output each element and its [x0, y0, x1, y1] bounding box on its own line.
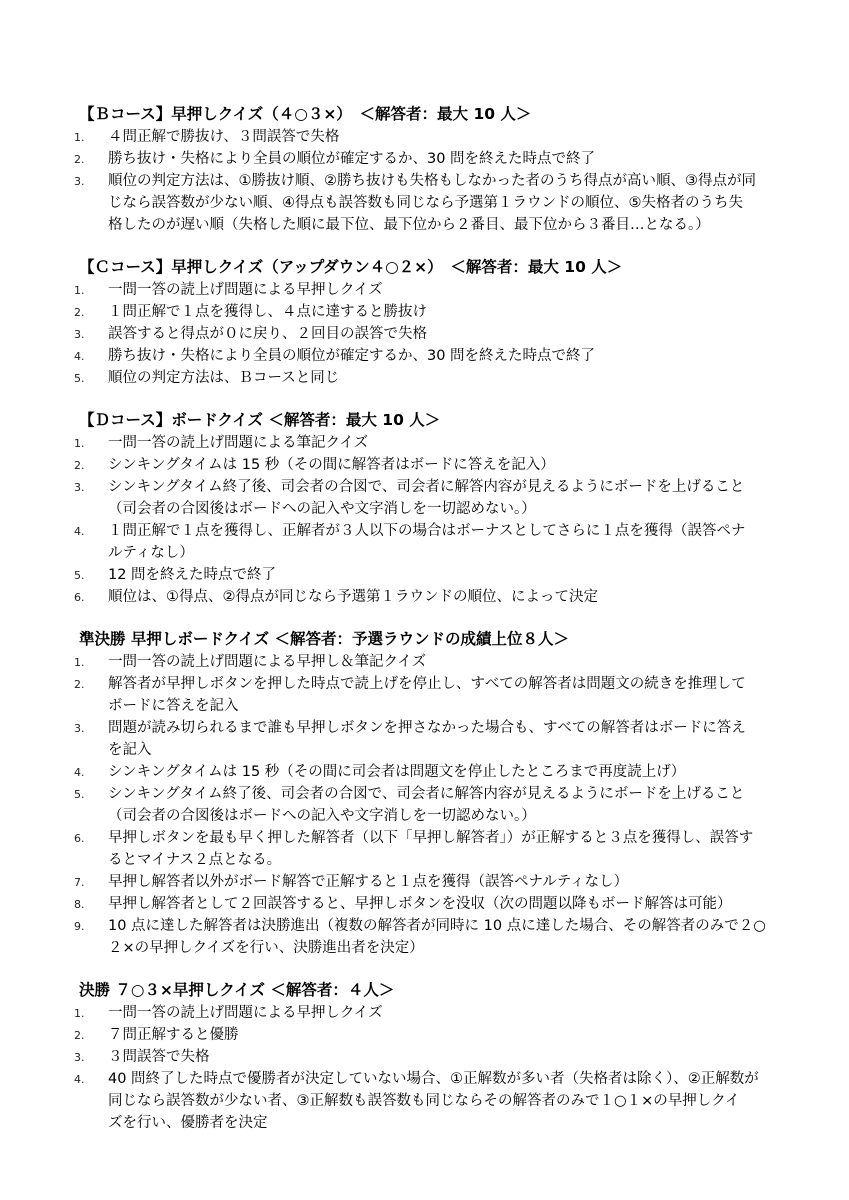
- rule-item: [74, 783, 774, 827]
- rule-text: シンキングタイムは 15 秒（その間に司会者は問題文を停止したところまで再度読上げ）: [108, 764, 686, 780]
- rule-text: 順位の判定方法は、①勝抜け順、②勝ち抜けも失格もしなかった者のうち得点が高い順、③得点が同 じなら誤答数が少ない順、④得点も誤答数も同じなら予選第１ラウンドの順位、⑤失格者のうち失 格したのが遅い順（失格した順に最下位、最下位から２番目、最下位から３番目…となる。）: [108, 173, 756, 233]
- rule-item: [74, 170, 774, 236]
- rule-item: [74, 454, 774, 476]
- course-section: [74, 256, 774, 389]
- rule-item: [74, 148, 774, 170]
- rule-number: 1.: [74, 656, 85, 669]
- rule-item: [74, 345, 774, 367]
- rule-number: 9.: [74, 920, 85, 933]
- rule-text: ７問正解すると優勝: [108, 1027, 239, 1043]
- rule-item: [74, 827, 774, 871]
- section-heading: 【Ｃコース】早押しクイズ（アップダウン４○２×） ＜解答者：最大 10 人＞: [79, 258, 623, 276]
- rule-text: １問正解で１点を獲得し、４点に達すると勝抜け: [108, 304, 427, 320]
- section-heading: 【Ｂコース】早押しクイズ（４○３×） ＜解答者：最大 10 人＞: [79, 105, 532, 123]
- rule-text: １問正解で１点を獲得し、正解者が３人以下の場合はボーナスとしてさらに１点を獲得（誤答ペナ ルティなし）: [108, 523, 746, 561]
- rule-text: 勝ち抜け・失格により全員の順位が確定するか、30 問を終えた時点で終了: [108, 151, 596, 167]
- rule-number: 2.: [74, 459, 85, 472]
- rule-number: 4.: [74, 350, 85, 363]
- rule-number: 1.: [74, 1007, 85, 1020]
- rule-number: 8.: [74, 898, 85, 911]
- course-section: [74, 409, 774, 608]
- rule-number: 5.: [74, 569, 85, 582]
- rule-item: [74, 717, 774, 761]
- rule-item: [74, 1046, 774, 1068]
- rule-text: 一問一答の読上げ問題による筆記クイズ: [108, 435, 369, 451]
- course-section: [74, 979, 774, 1134]
- rule-number: 3.: [74, 722, 85, 735]
- rule-item: [74, 476, 774, 520]
- rule-number: 3.: [74, 1051, 85, 1064]
- rule-number: 3.: [74, 328, 85, 341]
- rule-text: 早押しボタンを最も早く押した解答者（以下「早押し解答者」）が正解すると３点を獲得し、誤答す るとマイナス２点となる。: [108, 830, 754, 868]
- rule-item: [74, 564, 774, 586]
- rule-number: 5.: [74, 372, 85, 385]
- rule-text: 問題が読み切られるまで誰も早押しボタンを押さなかった場合も、すべての解答者はボードに答え を記入: [108, 720, 746, 758]
- rule-text: 40 問終了した時点で優勝者が決定していない場合、①正解数が多い者（失格者は除く）、②正解数が 同じなら誤答数が少ない者、③正解数も誤答数も同じならその解答者のみで１○１×の早押しクイ ズを行い、優勝者を決定: [108, 1071, 759, 1131]
- rule-number: 7.: [74, 876, 85, 889]
- rule-item: [74, 520, 774, 564]
- rule-number: 2.: [74, 153, 85, 166]
- rule-number: 2.: [74, 1029, 85, 1042]
- rule-text: 一問一答の読上げ問題による早押しクイズ: [108, 282, 383, 298]
- rule-item: [74, 1068, 774, 1134]
- rule-text: 12 問を終えた時点で終了: [108, 567, 277, 583]
- rule-list: [74, 126, 774, 236]
- rule-item: [74, 651, 774, 673]
- rule-item: [74, 1002, 774, 1024]
- rule-item: [74, 586, 774, 608]
- rule-text: ４問正解で勝抜け、３問誤答で失格: [108, 129, 340, 145]
- rule-number: 3.: [74, 175, 85, 188]
- rule-number: 6.: [74, 832, 85, 845]
- rule-item: [74, 279, 774, 301]
- rules-content: [74, 103, 774, 1154]
- rule-text: ３問誤答で失格: [108, 1049, 210, 1065]
- rule-list: [74, 432, 774, 608]
- rule-item: [74, 126, 774, 148]
- rule-list: [74, 1002, 774, 1134]
- rule-text: 一問一答の読上げ問題による早押し＆筆記クイズ: [108, 654, 427, 670]
- section-heading: 【Ｄコース】ボードクイズ ＜解答者：最大 10 人＞: [79, 411, 441, 429]
- rule-text: 早押し解答者以外がボード解答で正解すると１点を獲得（誤答ペナルティなし）: [108, 874, 629, 890]
- rule-number: 2.: [74, 678, 85, 691]
- rule-item: [74, 915, 774, 959]
- rule-number: 1.: [74, 131, 85, 144]
- rule-text: 解答者が早押しボタンを押した時点で読上げを停止し、すべての解答者は問題文の続きを推理して ボードに答えを記入: [108, 676, 746, 714]
- rule-number: 1.: [74, 437, 85, 450]
- rule-text: シンキングタイム終了後、司会者の合図で、司会者に解答内容が見えるようにボードを上げること （司会者の合図後はボードへの記入や文字消しを一切認めない。）: [108, 479, 745, 517]
- section-heading: 決勝 ７○３×早押しクイズ ＜解答者：４人＞: [79, 981, 395, 999]
- course-section: [74, 628, 774, 959]
- rule-number: 1.: [74, 284, 85, 297]
- rule-text: 10 点に達した解答者は決勝進出（複数の解答者が同時に 10 点に達した場合、その解答者のみで２○ ２×の早押しクイズを行い、決勝進出者を決定）: [108, 918, 766, 956]
- course-section: [74, 103, 774, 236]
- rule-text: 一問一答の読上げ問題による早押しクイズ: [108, 1005, 383, 1021]
- rule-item: [74, 301, 774, 323]
- rule-text: シンキングタイム終了後、司会者の合図で、司会者に解答内容が見えるようにボードを上げること （司会者の合図後はボードへの記入や文字消しを一切認めない。）: [108, 786, 745, 824]
- rule-text: 勝ち抜け・失格により全員の順位が確定するか、30 問を終えた時点で終了: [108, 348, 596, 364]
- rule-number: 4.: [74, 525, 85, 538]
- rule-list: [74, 279, 774, 389]
- rule-text: 早押し解答者として２回誤答すると、早押しボタンを没収（次の問題以降もボード解答は可能）: [108, 896, 732, 912]
- rule-number: 6.: [74, 591, 85, 604]
- rule-item: [74, 673, 774, 717]
- section-heading: 準決勝 早押しボードクイズ ＜解答者：予選ラウンドの成績上位８人＞: [79, 630, 570, 648]
- rule-number: 3.: [74, 481, 85, 494]
- rule-list: [74, 651, 774, 959]
- rule-text: 順位の判定方法は、Ｂコースと同じ: [108, 370, 340, 386]
- rule-item: [74, 432, 774, 454]
- rule-item: [74, 323, 774, 345]
- rule-number: 4.: [74, 766, 85, 779]
- rule-item: [74, 1024, 774, 1046]
- rule-text: 誤答すると得点が０に戻り、２回目の誤答で失格: [108, 326, 427, 342]
- rule-item: [74, 367, 774, 389]
- rule-item: [74, 893, 774, 915]
- rule-number: 2.: [74, 306, 85, 319]
- rule-item: [74, 871, 774, 893]
- rule-number: 5.: [74, 788, 85, 801]
- rule-text: シンキングタイムは 15 秒（その間に解答者はボードに答えを記入）: [108, 457, 555, 473]
- rule-item: [74, 761, 774, 783]
- rule-number: 4.: [74, 1073, 85, 1086]
- rule-text: 順位は、①得点、②得点が同じなら予選第１ラウンドの順位、によって決定: [108, 589, 598, 605]
